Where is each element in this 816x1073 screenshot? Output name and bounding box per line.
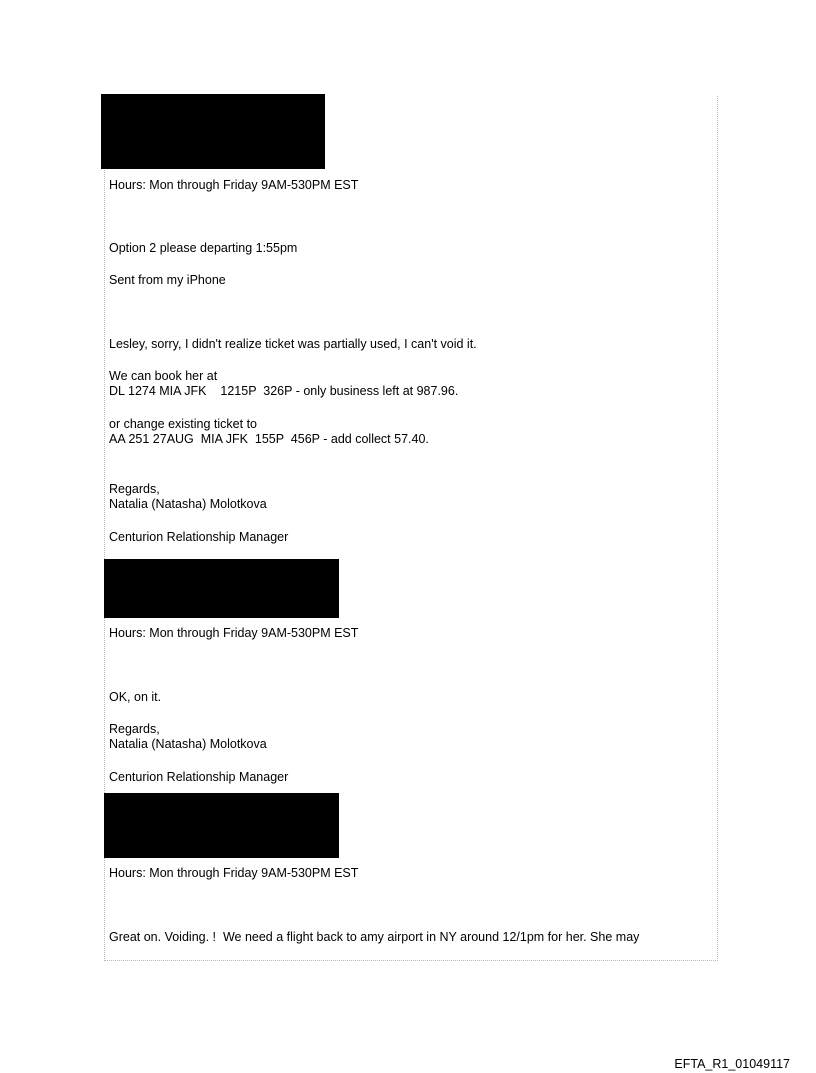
sender-name: Natalia (Natasha) Molotkova <box>109 497 267 511</box>
regards-line: Regards, <box>109 722 160 736</box>
flight-option-line: DL 1274 MIA JFK 1215P 326P - only business left at 987.96. <box>109 384 459 398</box>
message-body: Lesley, sorry, I didn't realize ticket was partially used, I can't void it. <box>109 337 477 351</box>
message-body: We can book her at <box>109 369 218 383</box>
signature-hours: Hours: Mon through Friday 9AM-530PM EST <box>109 866 359 880</box>
flight-option-line: AA 251 27AUG MIA JFK 155P 456P - add collect 57.40. <box>109 432 429 446</box>
redaction-block <box>104 559 339 618</box>
document-id: EFTA_R1_01049117 <box>674 1057 790 1071</box>
redaction-block <box>104 793 339 858</box>
message-body: Option 2 please departing 1:55pm <box>109 241 298 255</box>
sent-from-line: Sent from my iPhone <box>109 273 226 287</box>
regards-line: Regards, <box>109 482 160 496</box>
signature-hours: Hours: Mon through Friday 9AM-530PM EST <box>109 178 359 192</box>
sender-title: Centurion Relationship Manager <box>109 530 289 544</box>
redaction-block <box>101 94 325 169</box>
sender-name: Natalia (Natasha) Molotkova <box>109 737 267 751</box>
message-body: Great on. Voiding. ! We need a flight back to amy airport in NY around 12/1pm for her. She may <box>109 930 640 944</box>
message-body: OK, on it. <box>109 690 162 704</box>
signature-hours: Hours: Mon through Friday 9AM-530PM EST <box>109 626 359 640</box>
message-body: or change existing ticket to <box>109 417 257 431</box>
sender-title: Centurion Relationship Manager <box>109 770 289 784</box>
